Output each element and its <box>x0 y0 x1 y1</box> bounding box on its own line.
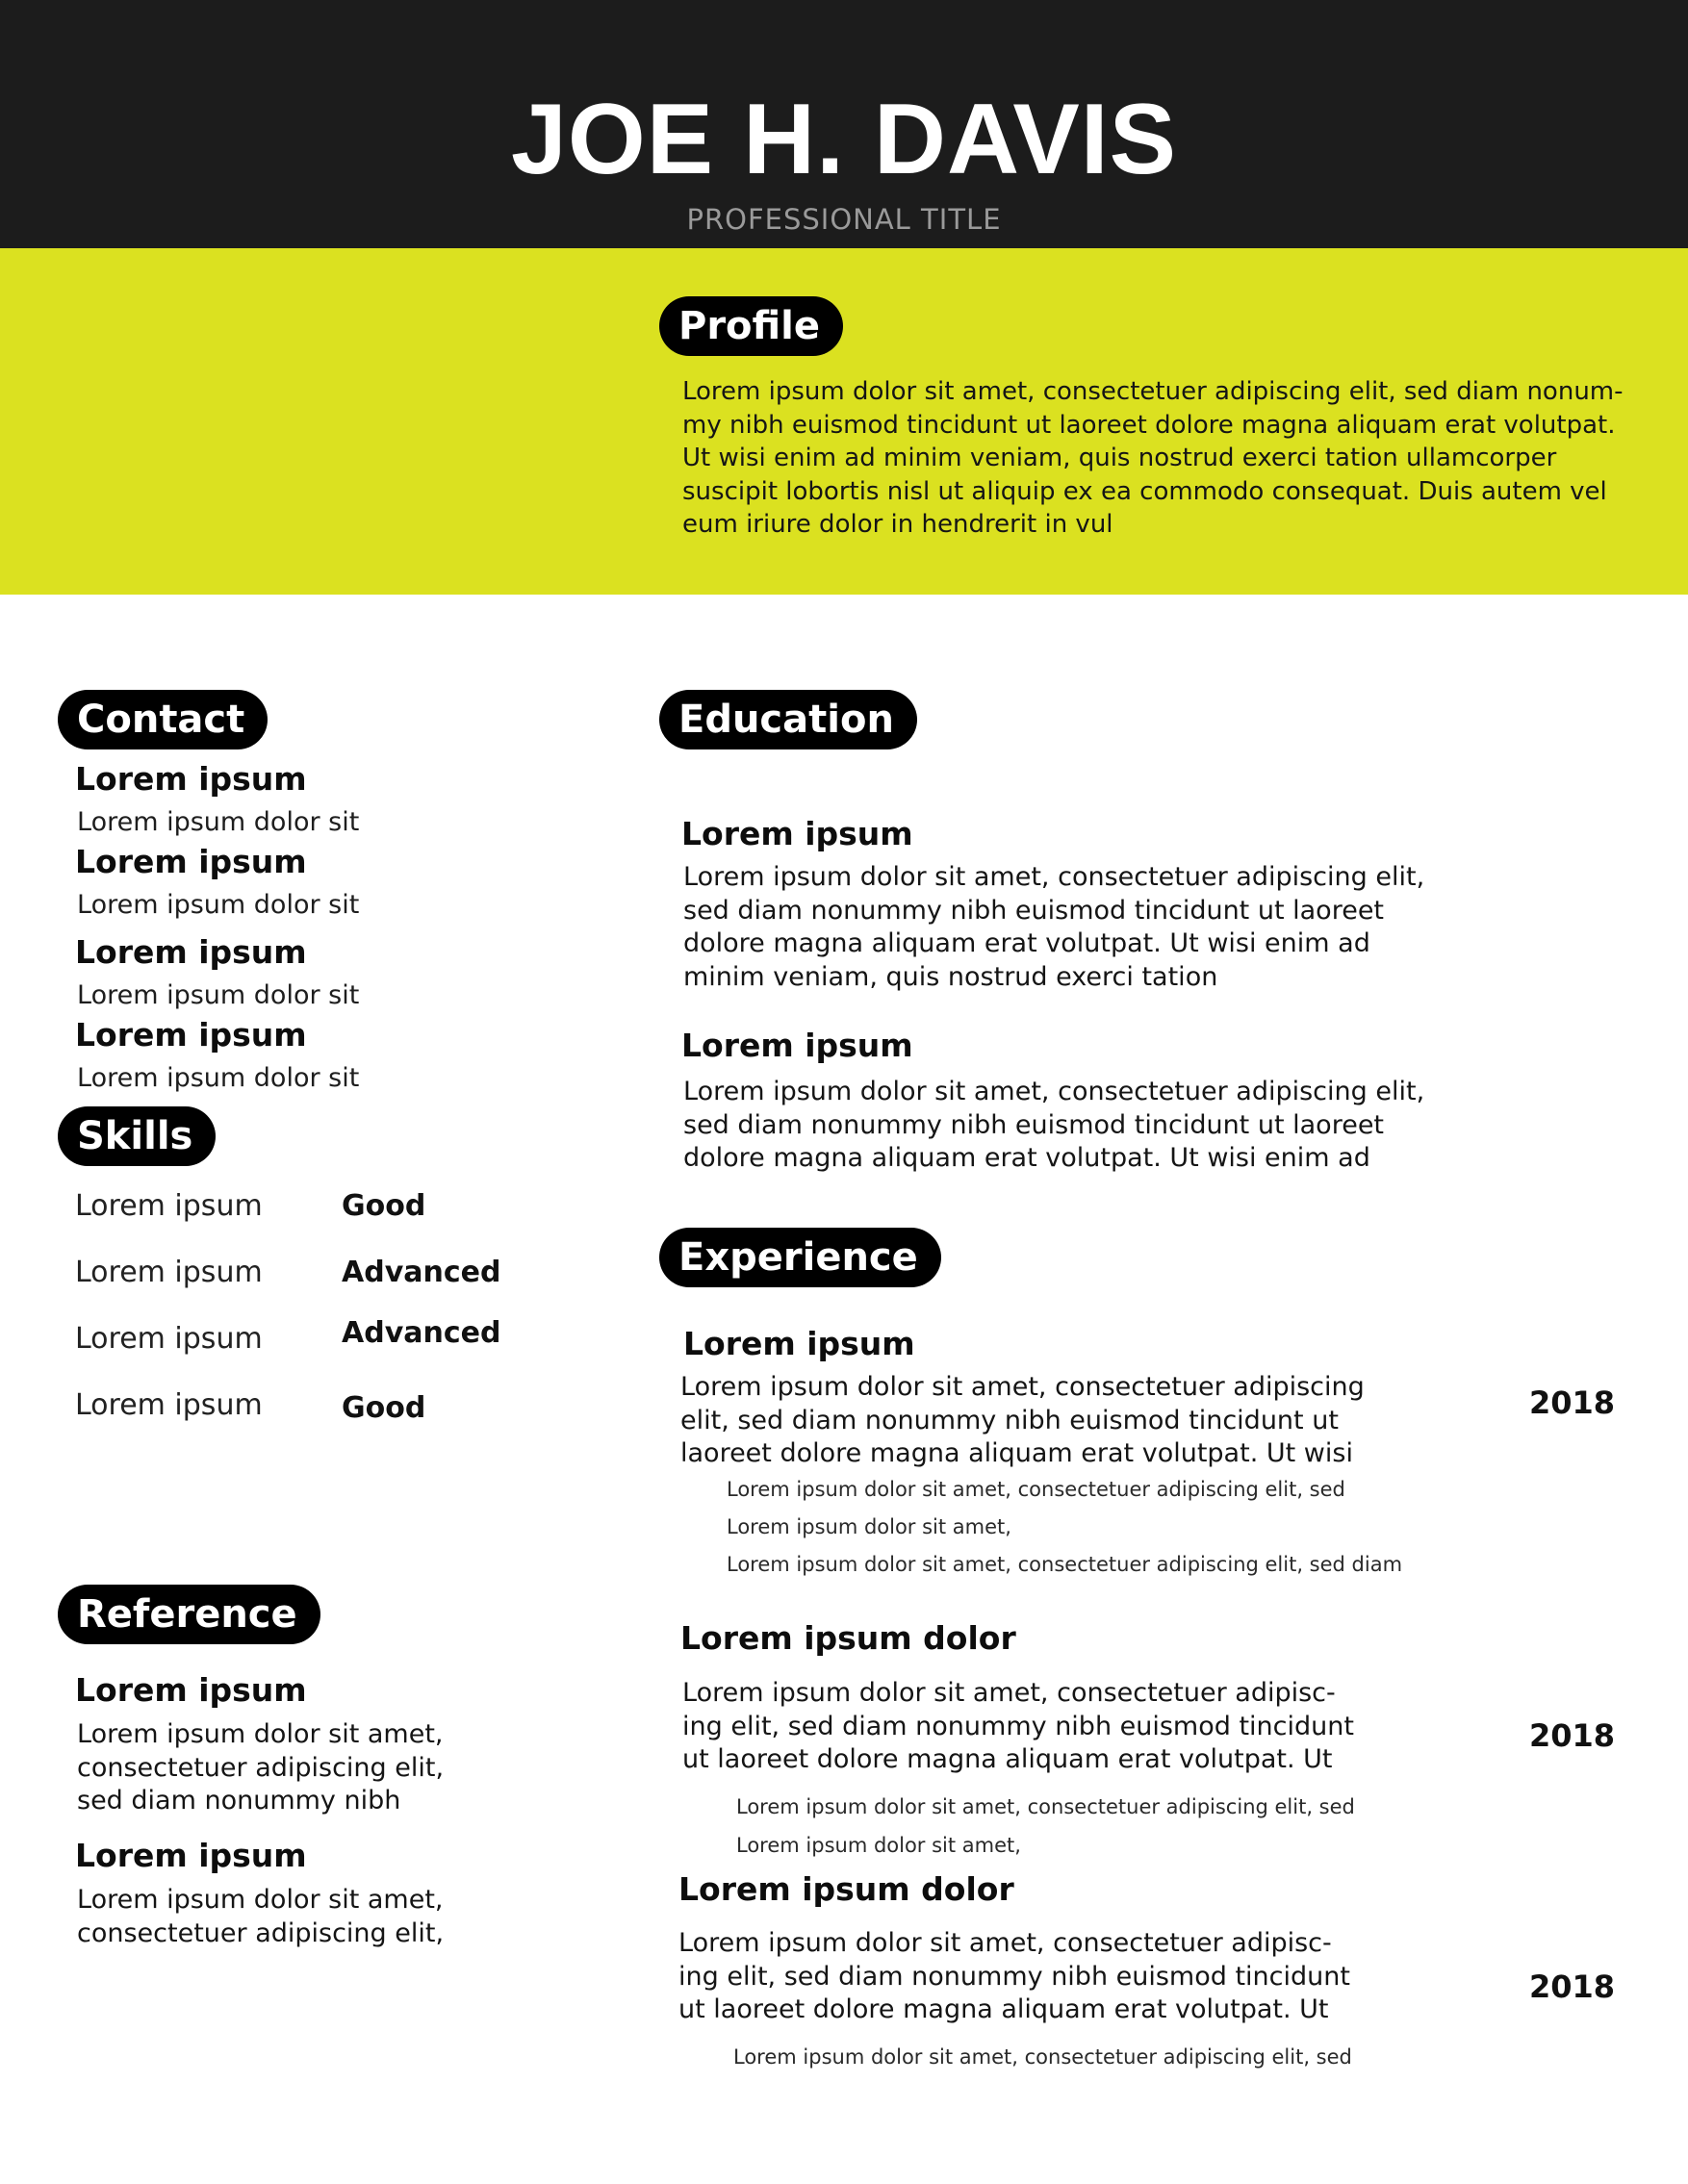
reference-line: sed diam nonummy nibh <box>77 1786 401 1816</box>
education-text <box>683 861 1424 994</box>
skill-level: Good <box>342 1391 426 1425</box>
contact-label: Lorem ipsum <box>75 760 307 798</box>
contact-value: Lorem ipsum dolor sit <box>77 980 360 1010</box>
reference-heading: Reference <box>58 1585 320 1644</box>
education-line: dolore magna aliquam erat volutpat. Ut wisi enim ad <box>683 928 1370 958</box>
professional-title: PROFESSIONAL TITLE <box>686 203 1002 236</box>
contact-heading: Contact <box>58 690 268 749</box>
contact-value: Lorem ipsum dolor sit <box>77 1063 360 1093</box>
experience-detail: Lorem ipsum dolor sit amet, <box>727 1515 1011 1538</box>
experience-line: ut laoreet dolore magna aliquam erat volutpat. Ut <box>682 1744 1333 1774</box>
experience-line: Lorem ipsum dolor sit amet, consectetuer adipisc- <box>682 1678 1336 1708</box>
experience-heading: Experience <box>659 1228 941 1287</box>
contact-label: Lorem ipsum <box>75 843 307 880</box>
contact-label: Lorem ipsum <box>75 933 307 971</box>
experience-line: ing elit, sed diam nonummy nibh euismod tincidunt <box>678 1961 1350 1992</box>
education-line: minim veniam, quis nostrud exerci tation <box>683 961 1218 992</box>
profile-line: suscipit lobortis nisl ut aliquip ex ea commodo consequat. Duis autem vel <box>682 476 1607 506</box>
education-heading: Education <box>659 690 917 749</box>
education-line: sed diam nonummy nibh euismod tincidunt ut laoreet <box>683 895 1385 926</box>
experience-line: Lorem ipsum dolor sit amet, consectetuer adipiscing <box>680 1372 1365 1402</box>
skill-name: Lorem ipsum <box>75 1256 263 1289</box>
profile-text <box>682 375 1624 542</box>
education-line: Lorem ipsum dolor sit amet, consectetuer adipiscing elit, <box>683 862 1425 892</box>
skill-level: Advanced <box>342 1316 501 1350</box>
experience-line: elit, sed diam nonummy nibh euismod tincidunt ut <box>680 1405 1339 1435</box>
skills-heading: Skills <box>58 1106 216 1166</box>
experience-year: 2018 <box>1529 1717 1616 1754</box>
experience-detail: Lorem ipsum dolor sit amet, <box>736 1834 1021 1857</box>
skill-level: Advanced <box>342 1256 501 1289</box>
profile-line: Lorem ipsum dolor sit amet, consectetuer adipiscing elit, sed diam nonum- <box>682 377 1624 406</box>
skill-name: Lorem ipsum <box>75 1322 263 1356</box>
experience-text <box>678 1927 1350 2027</box>
experience-detail: Lorem ipsum dolor sit amet, consectetuer adipiscing elit, sed <box>736 1795 1355 1818</box>
reference-line: consectetuer adipiscing elit, <box>77 1917 445 1948</box>
education-title: Lorem ipsum <box>681 815 913 852</box>
education-line: Lorem ipsum dolor sit amet, consectetuer adipiscing elit, <box>683 1077 1425 1106</box>
contact-value: Lorem ipsum dolor sit <box>77 890 360 920</box>
experience-detail: Lorem ipsum dolor sit amet, consectetuer adipiscing elit, sed <box>733 2045 1352 2069</box>
skill-name: Lorem ipsum <box>75 1189 263 1223</box>
profile-heading: Profile <box>659 296 843 356</box>
reference-line: Lorem ipsum dolor sit amet, <box>77 1719 444 1749</box>
reference-text <box>77 1718 444 1818</box>
profile-line: Ut wisi enim ad minim veniam, quis nostrud exerci tation ullamcorper <box>682 444 1557 472</box>
candidate-name: JOE H. DAVIS <box>510 84 1177 195</box>
profile-line: my nibh euismod tincidunt ut laoreet dolore magna aliquam erat volutpat. <box>682 410 1616 440</box>
reference-name: Lorem ipsum <box>75 1671 307 1709</box>
contact-label: Lorem ipsum <box>75 1016 307 1054</box>
experience-title: Lorem ipsum dolor <box>678 1870 1014 1908</box>
experience-line: laoreet dolore magna aliquam erat volutpat. Ut wisi <box>680 1438 1353 1468</box>
education-line: dolore magna aliquam erat volutpat. Ut wisi enim ad <box>683 1143 1370 1173</box>
education-text <box>683 1076 1424 1176</box>
experience-text <box>680 1371 1365 1471</box>
reference-line: consectetuer adipiscing elit, <box>77 1752 445 1783</box>
experience-year: 2018 <box>1529 1384 1616 1421</box>
reference-name: Lorem ipsum <box>75 1837 307 1874</box>
experience-line: Lorem ipsum dolor sit amet, consectetuer adipisc- <box>678 1928 1332 1958</box>
reference-text <box>77 1884 444 1950</box>
education-line: sed diam nonummy nibh euismod tincidunt ut laoreet <box>683 1109 1385 1140</box>
contact-value: Lorem ipsum dolor sit <box>77 807 360 837</box>
experience-line: ing elit, sed diam nonummy nibh euismod tincidunt <box>682 1711 1354 1741</box>
skill-level: Good <box>342 1189 426 1223</box>
skill-name: Lorem ipsum <box>75 1388 263 1422</box>
reference-line: Lorem ipsum dolor sit amet, <box>77 1885 444 1915</box>
experience-detail: Lorem ipsum dolor sit amet, consectetuer adipiscing elit, sed diam <box>727 1553 1403 1576</box>
experience-line: ut laoreet dolore magna aliquam erat volutpat. Ut <box>678 1994 1329 2024</box>
experience-title: Lorem ipsum <box>683 1325 915 1362</box>
experience-text <box>682 1677 1354 1777</box>
experience-detail: Lorem ipsum dolor sit amet, consectetuer adipiscing elit, sed <box>727 1478 1345 1501</box>
education-title: Lorem ipsum <box>681 1027 913 1064</box>
experience-title: Lorem ipsum dolor <box>680 1619 1016 1657</box>
experience-year: 2018 <box>1529 1968 1616 2005</box>
profile-line: eum iriure dolor in hendrerit in vul <box>682 510 1113 539</box>
